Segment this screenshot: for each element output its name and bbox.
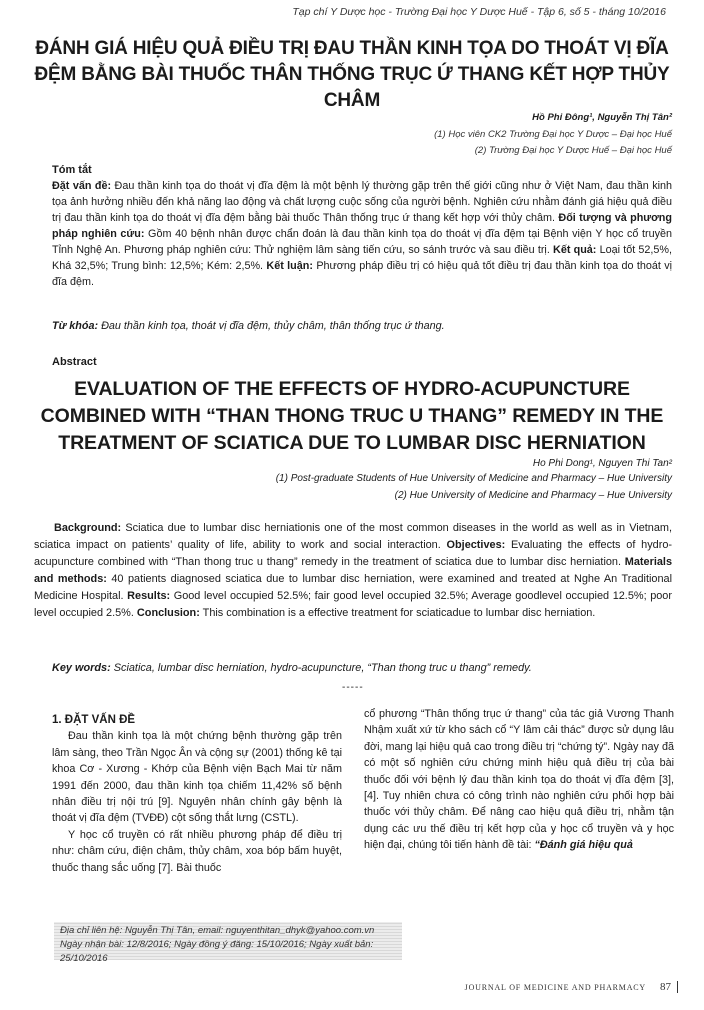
summary-heading: Tóm tắt xyxy=(52,164,92,176)
summary-background-text: Đau thần kinh tọa do thoát vị đĩa đệm là một bệnh lý thường gặp trên thế giới cũng như ở Việt Nam, đau thần kinh tọa ảnh hưởng nhiều đến khả năng lao động và chất lượng cuộc sống của người bệnh. Nghiên cứu nhằm đánh giá hiệu quả điều trị đau thần kinh tọa do thoát vị đĩa đệm bằng bài thuốc Thân thống trục ứ thang kết hợp với thủy châm. xyxy=(52,180,672,224)
english-keywords xyxy=(52,662,682,674)
abstract-methods-text: 40 patients diagnosed sciatica due to lumbar disc herniation, were examined and treated at Nghe An Traditional Medicine Hospital. xyxy=(34,573,672,602)
correspondence-footnote xyxy=(54,922,402,964)
summary-results-text: Loại tốt 52,5%, Khá 32,5%; Trung bình: 12,5%; Kém: 2,5%. xyxy=(52,244,673,272)
vietnamese-keywords-label: Từ khóa: xyxy=(52,320,99,332)
footnote-contact: Địa chỉ liên hệ: Nguyễn Thị Tân, email: nguyenthitan_dhyk@yahoo.com.vn xyxy=(60,925,375,936)
summary-methods-label: Đối tượng và phương pháp nghiên cứu: xyxy=(52,212,672,240)
vietnamese-title: ĐÁNH GIÁ HIỆU QUẢ ĐIỀU TRỊ ĐAU THẦN KINH TỌA DO THOÁT VỊ ĐĨA ĐỆM BẰNG BÀI THUỐC THÂN THỐNG TRỤC Ứ THANG KẾT HỢP THỦY CHÂM xyxy=(34,38,670,111)
abstract-conclusion-label: Conclusion: xyxy=(136,607,200,619)
vietnamese-affiliation-2: (2) Trường Đại học Y Dược Huế – Đại học Huế xyxy=(474,145,672,156)
english-keywords-label: Key words: xyxy=(52,662,111,674)
study-title-emphasis: “Đánh giá hiệu quả xyxy=(534,839,633,852)
body-column-right xyxy=(364,706,674,854)
section-separator: ----- xyxy=(342,682,364,693)
abstract-heading: Abstract xyxy=(52,356,97,368)
introduction-paragraph-3 xyxy=(364,706,674,854)
vietnamese-summary xyxy=(52,178,672,290)
footnote-dates: Ngày nhận bài: 12/8/2016; Ngày đồng ý đăng: 15/10/2016; Ngày xuất bản: 25/10/2016 xyxy=(60,939,374,964)
abstract-background-text: Sciatica due to lumbar disc herniationis one of the most common diseases in the world as well as in Vietnam, sciatica impact on patients’ quality of life, ability to work and social interaction. xyxy=(34,522,672,551)
vietnamese-authors: Hồ Phi Đông¹, Nguyễn Thị Tân² xyxy=(532,112,672,123)
abstract-objectives-label: Objectives: xyxy=(446,539,506,551)
page-number: 87 xyxy=(660,981,678,993)
english-keywords-text: Sciatica, lumbar disc herniation, hydro-acupuncture, “Than thong truc u thang” remedy. xyxy=(110,662,532,674)
summary-background-label: Đặt vấn đề: xyxy=(52,180,112,192)
introduction-paragraph-3-text: cổ phương “Thân thống trục ứ thang” của tác giả Vương Thanh Nhậm xuất xứ từ kho sách cổ “Y lâm cải thác” được sử dụng lâu đời, mang lại hiệu quả cao trong điều trị “chứng tý”. Ngày nay đã có một số nghiên cứu chứng minh hiệu quả điều trị của bài thuốc đối với bệnh lý đau thần kinh tọa do thoát vị đĩa đệm [3], [4]. Tuy nhiên chưa có công trình nào nghiên cứu phối hợp bài thuốc với thủy châm. Để nâng cao hiệu quả điều trị, nhằm tận dụng các ưu thế điều trị kết hợp của y học cổ truyền và y học hiện đại, chúng tôi tiến hành đề tài: xyxy=(364,708,674,852)
introduction-paragraph-1: Đau thần kinh tọa là một chứng bệnh thường gặp trên lâm sàng, theo Trần Ngọc Ân và cộng sự (2001) thống kê tại khoa Cơ - Xương - Khớp của Bệnh viện Bạch Mai từ năm 1991 đến 2000, đau thần kinh tọa chiếm 11,42% số bệnh nhân điều trị nội trú [9]. Nguyên nhân chính gây bệnh là thoát vị đĩa đệm (TVĐĐ) cột sống thắt lưng (CSTL). xyxy=(52,730,342,825)
abstract-objectives-text: Evaluating the effects of hydro-acupuncture combined with “Than thong truc u thang” remedy in the treatment of sciatica due to lumbar disc herniation. xyxy=(34,539,673,568)
summary-results-label: Kết quả: xyxy=(553,244,597,256)
english-affiliation-2: (2) Hue University of Medicine and Pharmacy – Hue University xyxy=(394,490,672,501)
english-title: EVALUATION OF THE EFFECTS OF HYDRO-ACUPUNCTURE COMBINED WITH “THAN THONG TRUC U THANG” REMEDY IN THE TREATMENT OF SCIATICA DUE TO LUMBAR DISC HERNIATION xyxy=(40,378,664,454)
running-head: Tạp chí Y Dược học - Trường Đại học Y Dược Huế - Tập 6, số 5 - tháng 10/2016 xyxy=(292,6,666,18)
vietnamese-keywords xyxy=(52,320,672,332)
summary-methods-text: Gồm 40 bệnh nhân được chẩn đoán là đau thần kinh tọa do thoát vị đĩa đệm tại Bệnh viện Y học cổ truyền Tỉnh Nghệ An. Phương pháp nghiên cứu: Thử nghiệm lâm sàng tiến cứu, so sánh trước và sau điều trị. xyxy=(52,228,672,256)
vietnamese-affiliation-1: (1) Học viên CK2 Trường Đại học Y Dược – Đại học Huế xyxy=(434,129,672,140)
abstract-results-label: Results: xyxy=(127,590,171,602)
footer-journal-name: JOURNAL OF MEDICINE AND PHARMACY xyxy=(464,983,646,992)
abstract-methods-label: Materials and methods: xyxy=(34,556,672,585)
vietnamese-keywords-text: Đau thần kinh tọa, thoát vị đĩa đệm, thủy châm, thân thống trục ứ thang. xyxy=(98,320,445,332)
english-abstract xyxy=(34,520,672,622)
body-column-left xyxy=(52,712,342,876)
introduction-heading: 1. ĐẶT VẤN ĐỀ xyxy=(52,714,136,726)
summary-conclusion-text: Phương pháp điều trị có hiệu quả tốt điều trị đau thần kinh tọa do thoát vị đĩa đệm. xyxy=(52,260,673,288)
introduction-paragraph-2: Y học cổ truyền có rất nhiều phương pháp để điều trị như: châm cứu, điện châm, thủy châm, xoa bóp bấm huyệt, thuốc thang sắc uống [7]. Bài thuốc xyxy=(52,828,342,874)
summary-conclusion-label: Kết luận: xyxy=(266,260,313,272)
abstract-background-label: Background: xyxy=(54,522,122,534)
abstract-conclusion-text: This combination is a effective treatment for sciaticadue to lumbar disc herniation. xyxy=(199,607,596,619)
abstract-results-text: Good level occupied 52.5%; fair good level occupied 32.5%; Average goodlevel occupied 12.5%; poor level occupied 2.5%. xyxy=(34,590,672,619)
english-authors: Ho Phi Dong¹, Nguyen Thi Tan² xyxy=(532,458,672,469)
english-affiliation-1: (1) Post-graduate Students of Hue University of Medicine and Pharmacy – Hue University xyxy=(275,473,672,484)
